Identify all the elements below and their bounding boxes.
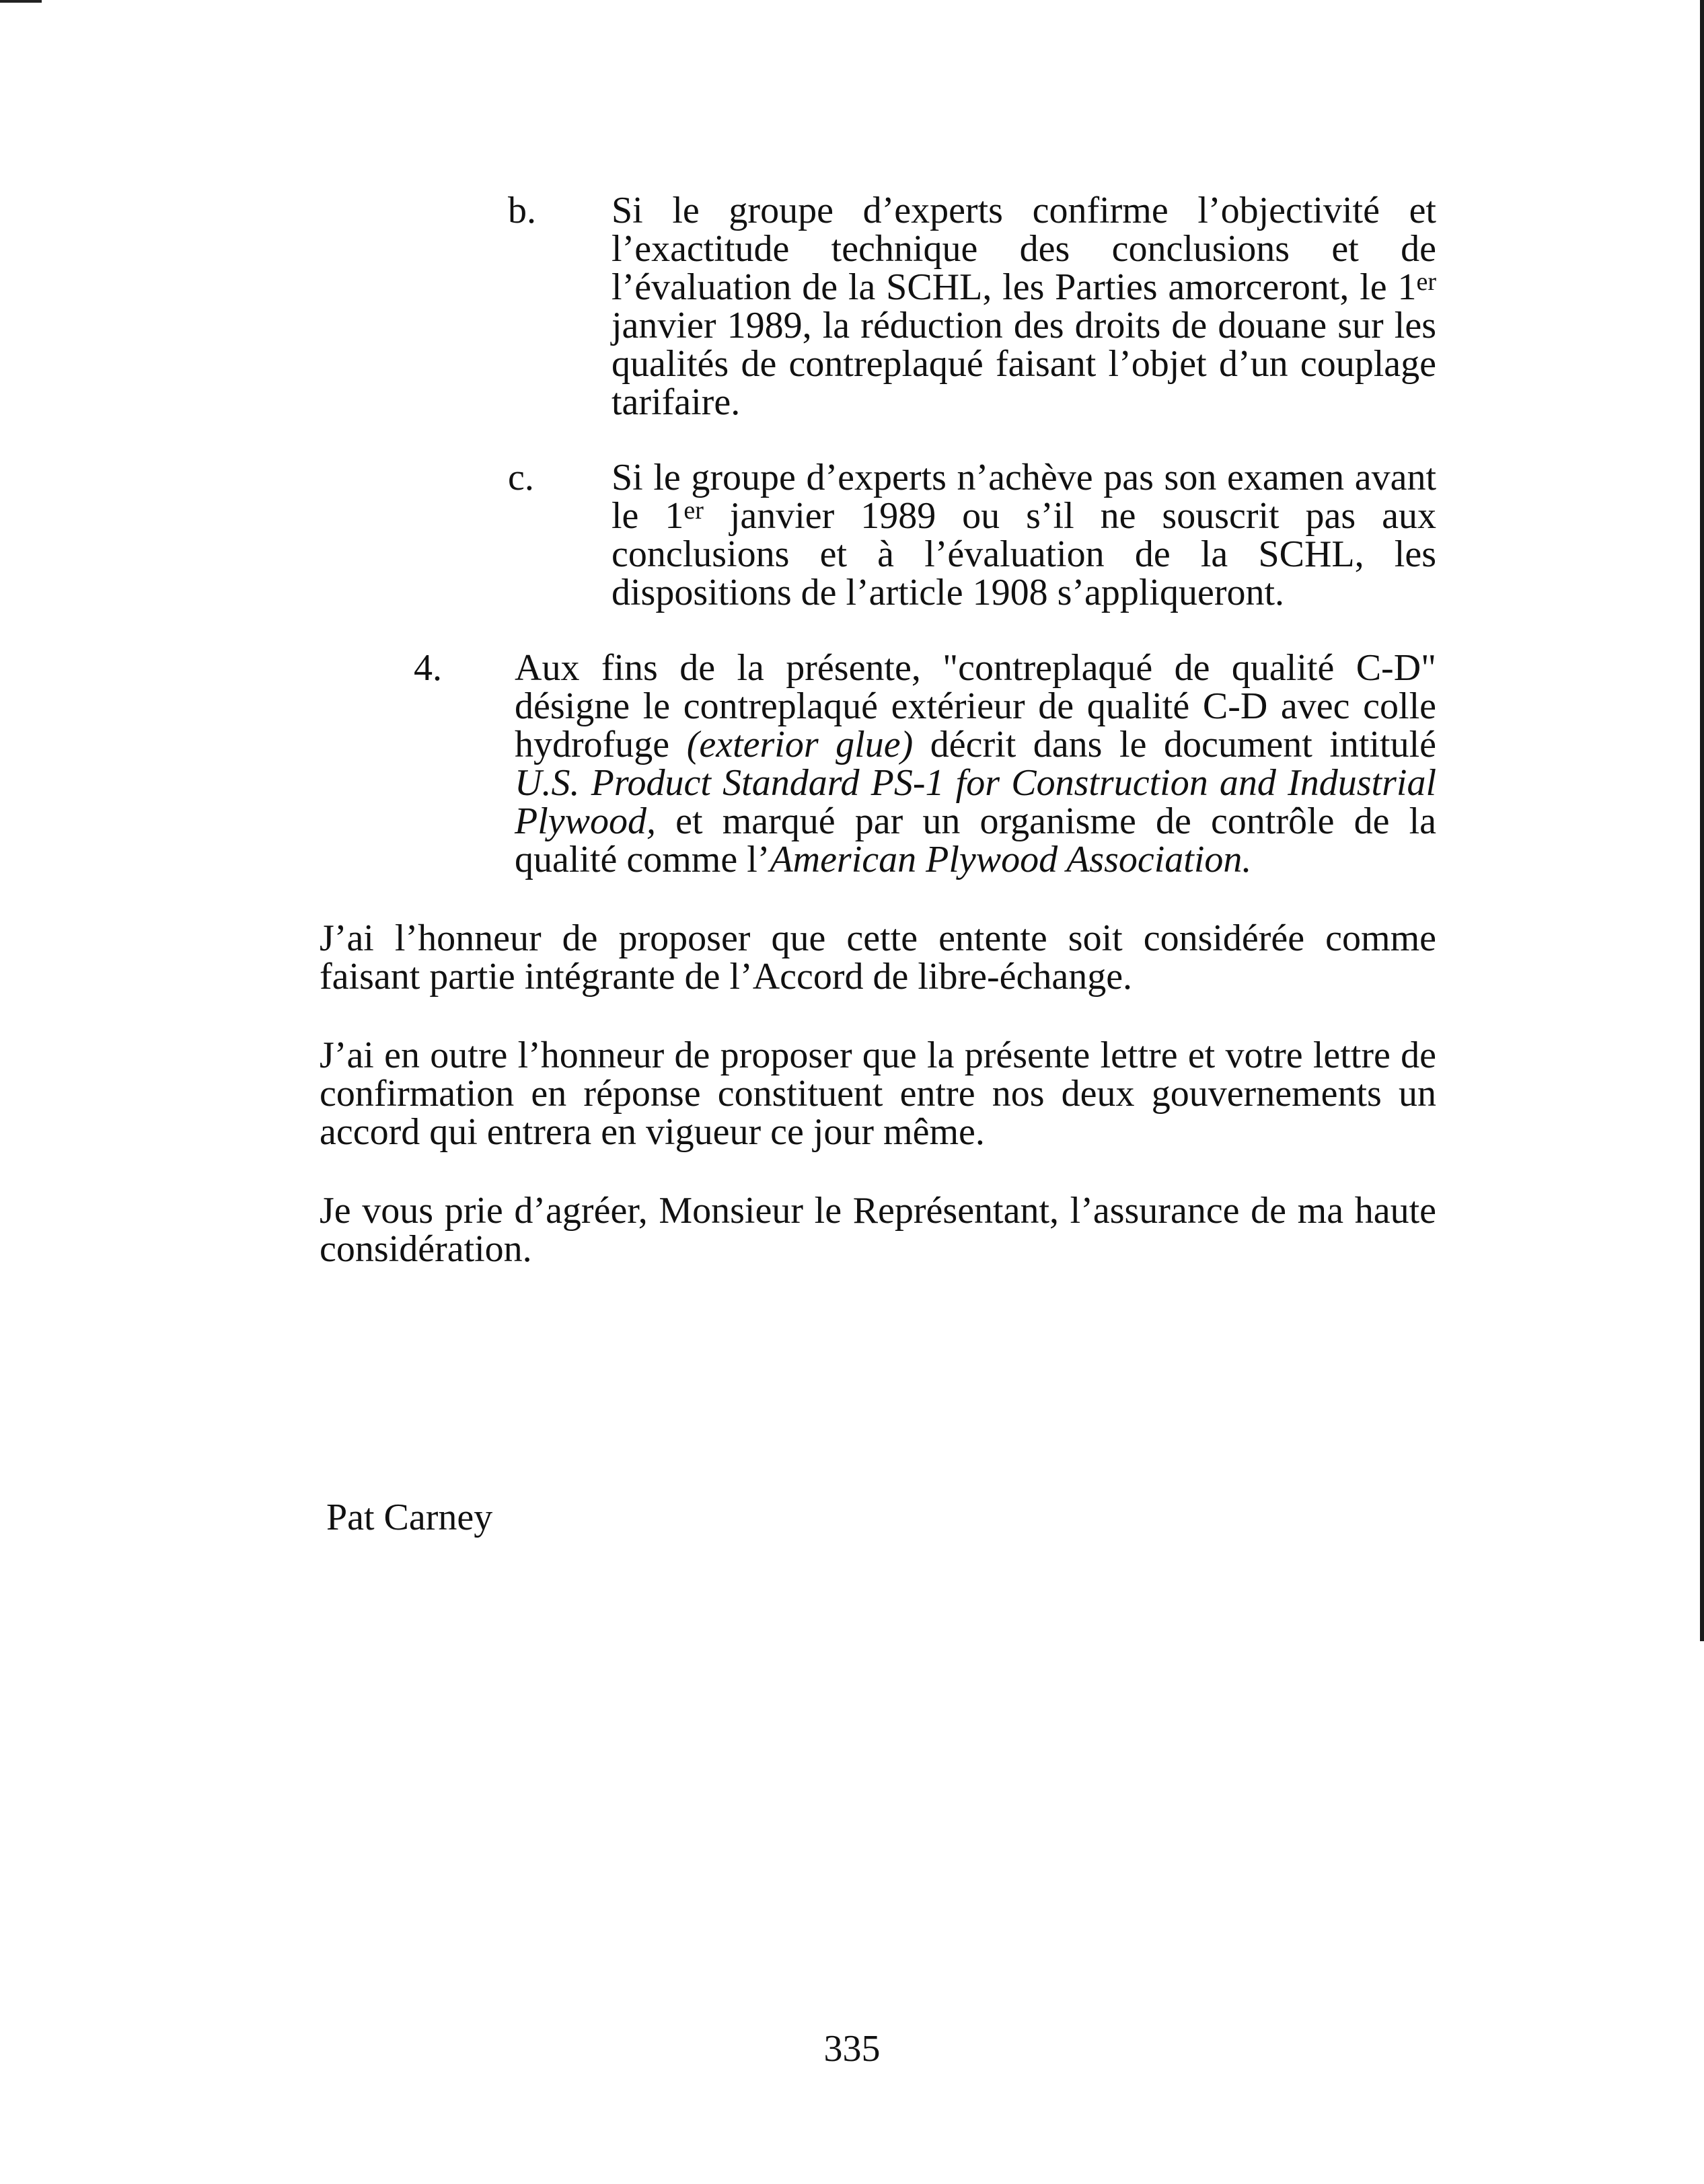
list-item-4 [320,649,1436,879]
page-body [320,192,1436,1269]
paragraph-closing: Je vous prie d’agréer, Monsieur le Représentant, l’assurance de ma haute considération. [320,1190,1436,1270]
list-item-b [320,192,1436,422]
item-label: c. [508,457,534,498]
item-label: 4. [414,647,442,689]
list-item-c [320,459,1436,612]
item-label: b. [508,190,536,231]
item-text: Aux fins de la présente, "contreplaqué de qualité C-D" désigne le contreplaqué extérieur de qualité C-D avec colle hydrofuge (exterior glue) décrit dans le document intitulé U.S. Product Standard PS-1 for Construction and Industrial Plywood, et marqué par un organisme de contrôle de la qualité comme l’American Plywood Association. [515,647,1436,880]
item-text: Si le groupe d’experts n’achève pas son examen avant le 1er janvier 1989 ou s’il ne souscrit pas aux conclusions et à l’évaluation de la SCHL, les dispositions de l’article 1908 s’appliqueront. [612,457,1436,613]
scan-edge-mark-right [1700,0,1704,1641]
page-number: 335 [823,2028,881,2070]
paragraph-confirmation: J’ai en outre l’honneur de proposer que la présente lettre et votre lettre de confirmation en réponse constituent entre nos deux gouvernements un accord qui entrera en vigueur ce jour même. [320,1034,1436,1153]
signature: Pat Carney [326,1497,493,1538]
scan-edge-mark-top [0,0,42,3]
paragraph-proposal: J’ai l’honneur de proposer que cette entente soit considérée comme faisant partie intégrante de l’Accord de libre-échange. [320,917,1436,997]
item-text: Si le groupe d’experts confirme l’objectivité et l’exactitude technique des conclusions et de l’évaluation de la SCHL, les Parties amorceront, le 1er janvier 1989, la réduction des droits de douane sur les qualités de contreplaqué faisant l’objet d’un couplage tarifaire. [612,190,1436,423]
